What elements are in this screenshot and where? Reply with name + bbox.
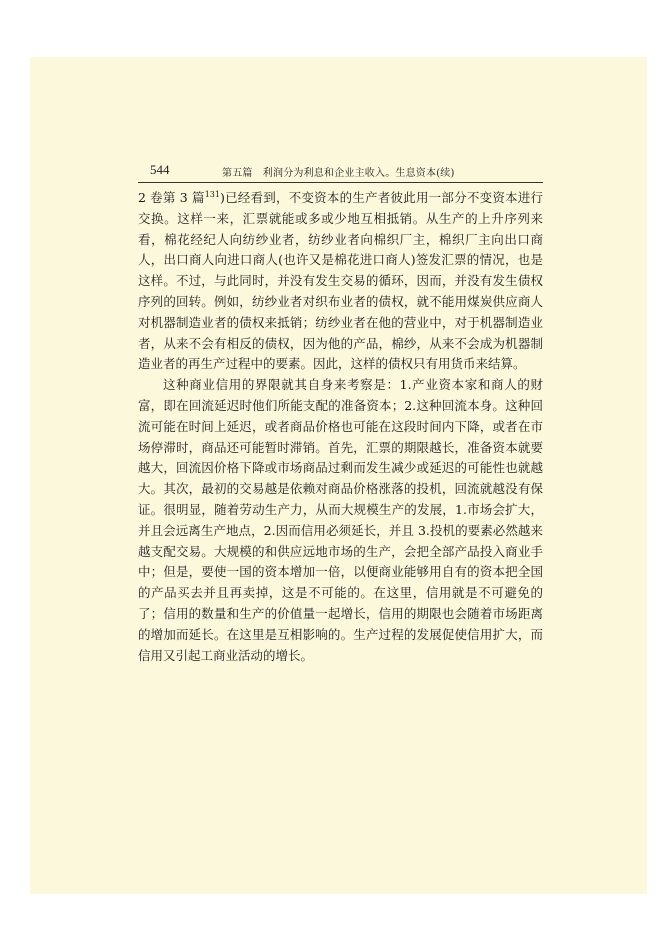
running-header <box>138 160 543 183</box>
header-title: 第五篇 利润分为利息和企业主收入。生息资本(续) <box>222 168 455 179</box>
page-number: 544 <box>150 162 170 177</box>
paragraph-1-start: 2 卷第 3 篇 <box>138 190 205 205</box>
body-text <box>138 188 543 666</box>
paragraph-1-rest: )已经看到，不变资本的生产者彼此用一部分不变资本进行交换。这样一来，汇票就能或多或少地互相抵销。从生产的上升序列来看，棉花经纪人向纺纱业者，纺纱业者向棉织厂主，棉织厂主向出口商人，出口商人向进口商人(也许又是棉花进口商人)签发汇票的情况，也是这样。不过，与此同时，并没有发生交易的循环，因而，并没有发生债权序列的回转。例如，纺纱业者对织布业者的债权，就不能用煤炭供应商人对机器制造业者的债权来抵销；纺纱业者在他的营业中，对于机器制造业者，从来不会有相反的债权，因为他的产品，棉纱，从来不会成为机器制造业者的再生产过程中的要素。因此，这样的债权只有用货币来结算。 <box>138 190 543 372</box>
paragraph-1 <box>138 188 543 375</box>
footnote-ref: 131 <box>204 189 220 199</box>
paragraph-2: 这种商业信用的界限就其自身来考察是：1.产业资本家和商人的财富，即在回流延迟时他们所能支配的准备资本；2.这种回流本身。这种回流可能在时间上延迟，或者商品价格也可能在这段时间内下降，或者在市场停滞时，商品还可能暂时滞销。首先，汇票的期限越长，准备资本就要越大，回流因价格下降或市场商品过剩而发生减少或延迟的可能性也就越大。其次，最初的交易越是依赖对商品价格涨落的投机，回流就越没有保证。很明显，随着劳动生产力，从而大规模生产的发展，1.市场会扩大，并且会远离生产地点，2.因而信用必须延长，并且 3.投机的要素必然越来越支配交易。大规模的和供应远地市场的生产，会把全部产品投入商业手中；但是，要使一国的资本增加一倍，以便商业能够用自有的资本把全国的产品买去并且再卖掉，这是不可能的。在这里，信用就是不可避免的了；信用的数量和生产的价值量一起增长，信用的期限也会随着市场距离的增加而延长。在这里是互相影响的。生产过程的发展促使信用扩大，而信用又引起工商业活动的增长。 <box>138 377 543 663</box>
